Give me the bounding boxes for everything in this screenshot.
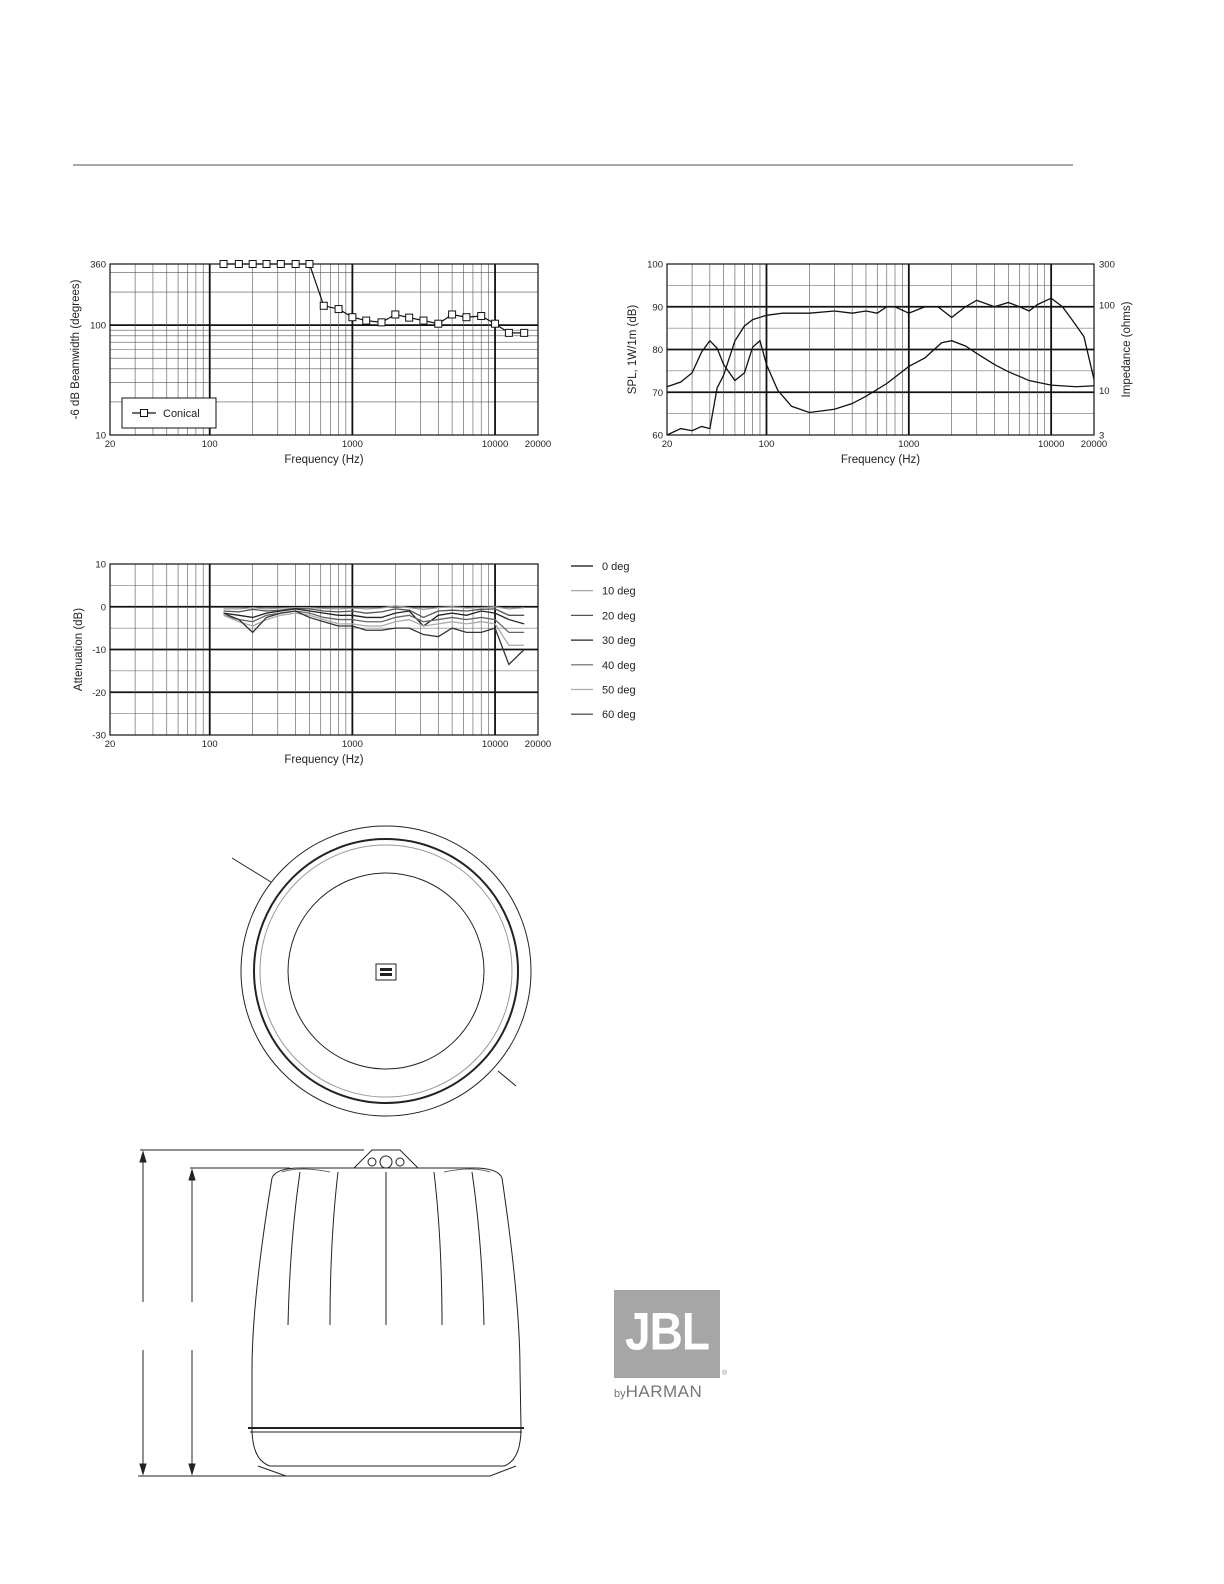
y-tick-label: 10 <box>95 559 106 571</box>
legend-label: 50 deg <box>602 684 636 697</box>
y-tick-label: 360 <box>90 259 106 271</box>
y-tick-label: 90 <box>652 302 663 314</box>
x-tick-label: 20000 <box>524 439 552 450</box>
registered-mark: ® <box>722 1370 728 1377</box>
x-tick-label: 100 <box>201 439 218 450</box>
y-tick-label: -20 <box>92 687 106 699</box>
y-tick-label: 70 <box>652 387 663 399</box>
x-tick-label: 20 <box>104 439 116 450</box>
x-tick-label: 1000 <box>898 439 920 450</box>
data-point-marker <box>463 314 470 321</box>
y-axis-title: SPL, 1W/1m (dB) <box>627 304 639 395</box>
y-tick-label: -10 <box>92 645 106 656</box>
data-point-marker <box>349 314 356 321</box>
legend-label: 20 deg <box>602 610 636 623</box>
data-point-marker <box>449 311 456 318</box>
data-point-marker <box>306 261 313 268</box>
y2-tick-label: 3 <box>1099 430 1105 442</box>
data-point-marker <box>378 319 385 326</box>
data-point-marker <box>521 329 528 336</box>
data-point-marker <box>392 311 399 318</box>
legend-label: 60 deg <box>602 709 636 722</box>
x-tick-label: 1000 <box>341 739 363 750</box>
data-point-marker <box>249 261 256 268</box>
legend-label: 10 deg <box>602 585 636 598</box>
y2-tick-label: 10 <box>1099 385 1110 397</box>
data-point-marker <box>435 320 442 327</box>
data-point-marker <box>505 329 512 336</box>
data-point-marker <box>263 261 270 268</box>
data-point-marker <box>406 314 413 321</box>
data-point-marker <box>320 302 327 309</box>
logo-byline <box>614 1382 702 1402</box>
y-tick-label: 100 <box>647 259 663 271</box>
x-tick-label: 20000 <box>524 739 552 750</box>
x-tick-label: 20000 <box>1080 439 1108 450</box>
y-tick-label: -30 <box>92 730 106 742</box>
legend-label: 30 deg <box>602 635 636 648</box>
x-tick-label: 20 <box>104 739 116 750</box>
series-line-conical <box>224 264 525 333</box>
y2-tick-label: 100 <box>1099 300 1115 312</box>
legend-label: 40 deg <box>602 659 636 672</box>
x-tick-label: 10000 <box>481 439 509 450</box>
x-tick-label: 100 <box>201 739 218 750</box>
jbl-logo <box>614 1290 720 1378</box>
data-point-marker <box>420 317 427 324</box>
spl-curve <box>667 298 1094 435</box>
logo-wordmark: JBL <box>625 1301 709 1361</box>
data-point-marker <box>335 306 342 313</box>
data-point-marker <box>478 313 485 320</box>
legend-label: 0 deg <box>602 561 630 573</box>
y-tick-label: 60 <box>652 430 663 442</box>
data-point-marker <box>292 261 299 268</box>
legend-label-conical: Conical <box>163 408 200 420</box>
data-point-marker <box>277 261 284 268</box>
x-tick-label: 10000 <box>481 739 509 750</box>
y-tick-label: 100 <box>90 320 106 332</box>
data-point-marker <box>363 317 370 324</box>
x-axis-title: Frequency (Hz) <box>284 754 364 766</box>
y-axis-title: Attenuation (dB) <box>73 607 85 692</box>
y2-axis-title: Impedance (ohms) <box>1121 301 1133 398</box>
byline-harman: HARMAN <box>625 1382 703 1401</box>
x-axis-title: Frequency (Hz) <box>840 454 921 466</box>
x-tick-label: 100 <box>758 439 775 450</box>
data-point-marker <box>492 320 499 327</box>
y-tick-label: 10 <box>95 430 106 442</box>
y-axis-title: -6 dB Beamwidth (degrees) <box>70 279 82 420</box>
x-tick-label: 10000 <box>1037 439 1065 450</box>
y-tick-label: 0 <box>100 602 106 614</box>
x-tick-label: 20 <box>661 439 673 450</box>
data-point-marker <box>235 261 242 268</box>
y-tick-label: 80 <box>652 345 663 356</box>
x-tick-label: 1000 <box>341 439 363 450</box>
x-axis-title: Frequency (Hz) <box>284 454 364 466</box>
y2-tick-label: 300 <box>1099 259 1115 271</box>
byline-by: by <box>614 1388 626 1400</box>
legend-marker <box>141 410 148 417</box>
data-point-marker <box>220 261 227 268</box>
